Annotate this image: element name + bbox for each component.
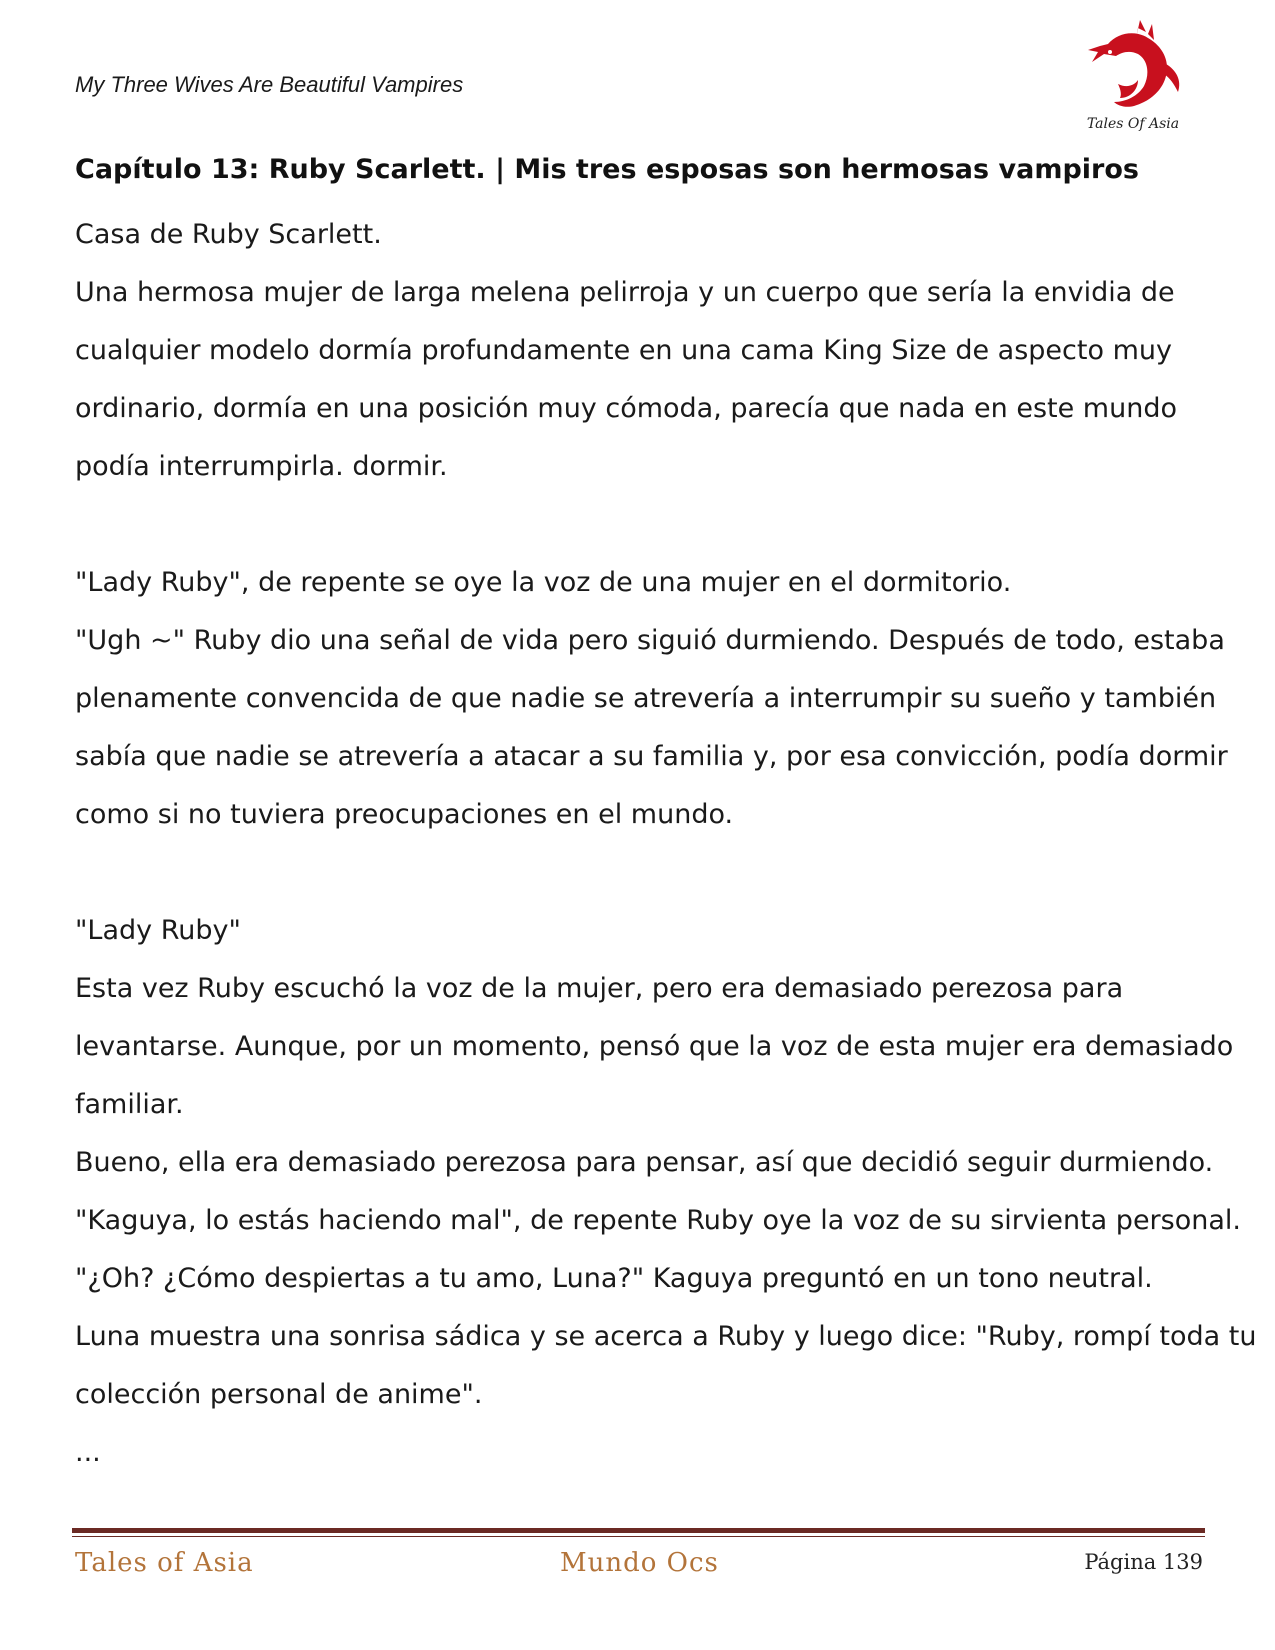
paragraph-line: podía interrumpirla. dormir.	[75, 451, 448, 482]
dragon-icon	[1078, 14, 1188, 119]
paragraph-line: "Kaguya, lo estás haciendo mal", de repente Ruby oye la voz de su sirvienta personal.	[75, 1205, 1241, 1236]
footer-group-name: Mundo Ocs	[560, 1548, 719, 1578]
tales-of-asia-logo	[1078, 14, 1188, 139]
book-title: My Three Wives Are Beautiful Vampires	[75, 72, 464, 97]
page-number: Página 139	[1084, 1550, 1203, 1574]
chapter-title: Capítulo 13: Ruby Scarlett. | Mis tres esposas son hermosas vampiros	[75, 154, 1139, 185]
paragraph-line: sabía que nadie se atrevería a atacar a su familia y, por esa convicción, podía dormir	[75, 741, 1228, 772]
footer-divider	[72, 1528, 1205, 1533]
paragraph-spacer	[75, 844, 1185, 902]
paragraph-line: "¿Oh? ¿Cómo despiertas a tu amo, Luna?" Kaguya preguntó en un tono neutral.	[75, 1263, 1153, 1294]
paragraph-line: cualquier modelo dormía profundamente en una cama King Size de aspecto muy	[75, 335, 1172, 366]
paragraph-line: como si no tuviera preocupaciones en el mundo.	[75, 799, 734, 830]
paragraph-line: familiar.	[75, 1089, 184, 1120]
paragraph-line: plenamente convencida de que nadie se atrevería a interrumpir su sueño y también	[75, 683, 1217, 714]
paragraph-line: "Ugh ~" Ruby dio una señal de vida pero siguió durmiendo. Después de todo, estaba	[75, 625, 1225, 656]
paragraph-spacer	[75, 496, 1185, 554]
paragraph-line: "Lady Ruby", de repente se oye la voz de una mujer en el dormitorio.	[75, 567, 1012, 598]
paragraph-line: Luna muestra una sonrisa sádica y se acerca a Ruby y luego dice: "Ruby, rompí toda tu	[75, 1321, 1257, 1352]
footer-site-name: Tales of Asia	[75, 1548, 254, 1578]
paragraph-line: Esta vez Ruby escuchó la voz de la mujer, pero era demasiado perezosa para	[75, 973, 1124, 1004]
footer-divider-thin	[72, 1536, 1205, 1537]
paragraph-line: levantarse. Aunque, por un momento, pensó que la voz de esta mujer era demasiado	[75, 1031, 1234, 1062]
paragraph-line: Bueno, ella era demasiado perezosa para pensar, así que decidió seguir durmiendo.	[75, 1147, 1214, 1178]
chapter-body	[75, 206, 1257, 1482]
logo-text: Tales Of Asia	[1086, 116, 1180, 132]
paragraph-line: Una hermosa mujer de larga melena pelirroja y un cuerpo que sería la envidia de	[75, 277, 1175, 308]
paragraph-line: colección personal de anime".	[75, 1379, 483, 1410]
paragraph-line: Casa de Ruby Scarlett.	[75, 219, 382, 250]
paragraph-line: ordinario, dormía en una posición muy cómoda, parecía que nada en este mundo	[75, 393, 1177, 424]
paragraph-line: ...	[75, 1437, 101, 1468]
paragraph-line: "Lady Ruby"	[75, 915, 241, 946]
